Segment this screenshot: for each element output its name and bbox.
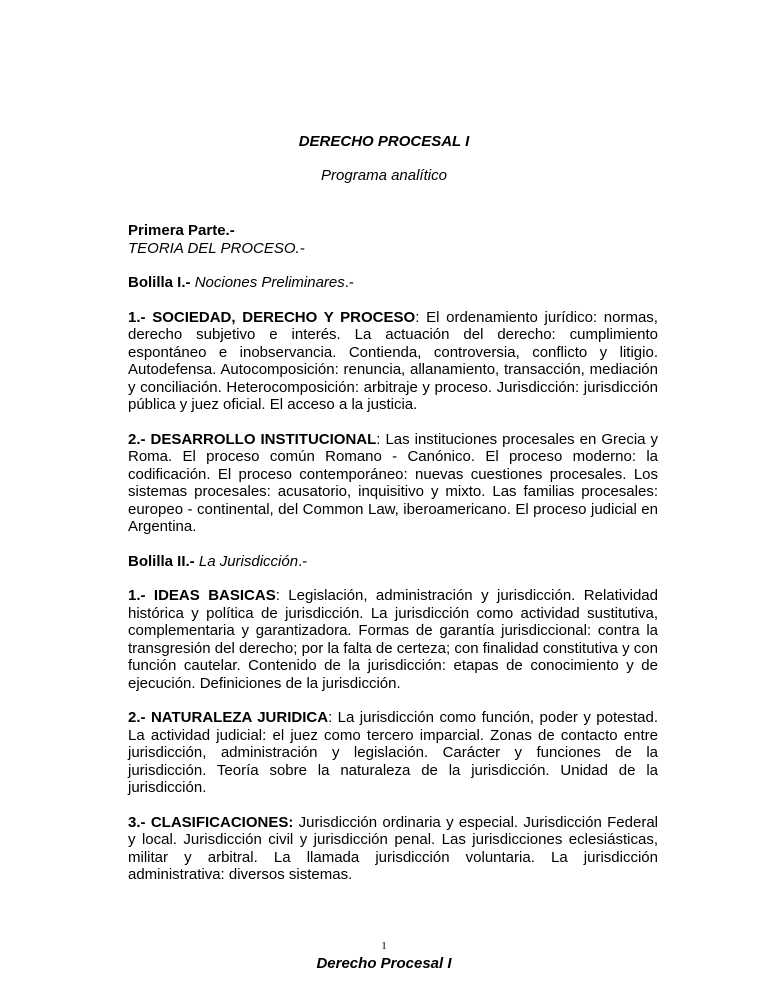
bolilla-heading-2 bbox=[128, 553, 658, 571]
page-number: 1 bbox=[381, 940, 387, 952]
section-paragraph bbox=[128, 587, 658, 692]
part-title: Primera Parte.- bbox=[128, 222, 235, 239]
bolilla-label: Bolilla I.- bbox=[128, 274, 191, 291]
section-heading: 1.- IDEAS BASICAS bbox=[128, 587, 276, 604]
part-subtitle: TEORIA DEL PROCESO.- bbox=[128, 239, 305, 257]
section-heading: 1.- SOCIEDAD, DERECHO Y PROCESO bbox=[128, 308, 416, 326]
section-text: Jurisdicción ordinaria y especial. Jurisdicción Federal y local. Jurisdicción civil y jurisdicción penal. Las jurisdicciones eclesiásticas, militar y arbitral. La llamada jurisdicción voluntaria. La jurisdicción administrativa: diversos sistemas. bbox=[128, 813, 658, 883]
document-title: DERECHO PROCESAL I bbox=[298, 133, 470, 150]
section-paragraph bbox=[128, 814, 658, 884]
bolilla-heading-1 bbox=[128, 274, 658, 292]
section-text: : Las instituciones procesales en Grecia y Roma. El proceso común Romano - Canónico. El proceso moderno: la codificación. El proceso contemporáneo: nuevas cuestiones procesales. Los sistemas procesales: acusatorio, inquisitivo y mixto. Las familias procesales: europeo - continental, del Common Law, iberoamericano. El proceso judicial en Argentina. bbox=[128, 430, 658, 535]
section-paragraph bbox=[128, 309, 658, 414]
section-heading: 3.- CLASIFICACIONES: bbox=[128, 813, 294, 831]
footer-title: Derecho Procesal I bbox=[316, 955, 452, 972]
document-body bbox=[128, 222, 658, 901]
section-heading: 2.- DESARROLLO INSTITUCIONAL bbox=[128, 430, 377, 448]
bolilla-label: Bolilla II.- bbox=[128, 552, 195, 570]
bolilla-name: La Jurisdicción bbox=[198, 552, 299, 570]
section-paragraph bbox=[128, 431, 658, 536]
section-paragraph bbox=[128, 709, 658, 797]
section-text: : El ordenamiento jurídico: normas, derecho subjetivo e interés. La actuación del derecho: cumplimiento espontáneo e inobservancia. Contienda, controversia, conflicto y litigio. Autodefensa. Autocomposición: renuncia, allanamiento, transacción, mediación y conciliación. Heterocomposición: arbitraje y proceso. Jurisdicción: jurisdicción pública y juez oficial. El acceso a la justicia. bbox=[128, 308, 658, 413]
bolilla-suffix: .- bbox=[298, 552, 308, 570]
section-text: : La jurisdicción como función, poder y potestad. La actividad judicial: el juez como tercero imparcial. Zonas de contacto entre jurisdicción, administración y legislación. Carácter y funciones de la jurisdicción. Teoría sobre la naturaleza de la jurisdicción. Unidad de la jurisdicción. bbox=[128, 709, 659, 796]
bolilla-suffix: .- bbox=[344, 274, 354, 291]
section-heading: 2.- NATURALEZA JURIDICA bbox=[128, 709, 329, 726]
document-subtitle: Programa analítico bbox=[321, 167, 447, 184]
section-text: : Legislación, administración y jurisdicción. Relatividad histórica y política de jurisdicción. La jurisdicción como actividad sustitutiva, complementaria y garantizadora. Formas de garantía jurisdiccional: contra la transgresión del derecho; por la falta de certeza; con finalidad constitutiva y con función cautelar. Contenido de la jurisdicción: etapas de conocimiento y de ejecución. Definiciones de la jurisdicción. bbox=[128, 587, 658, 692]
bolilla-name: Nociones Preliminares bbox=[194, 274, 345, 291]
